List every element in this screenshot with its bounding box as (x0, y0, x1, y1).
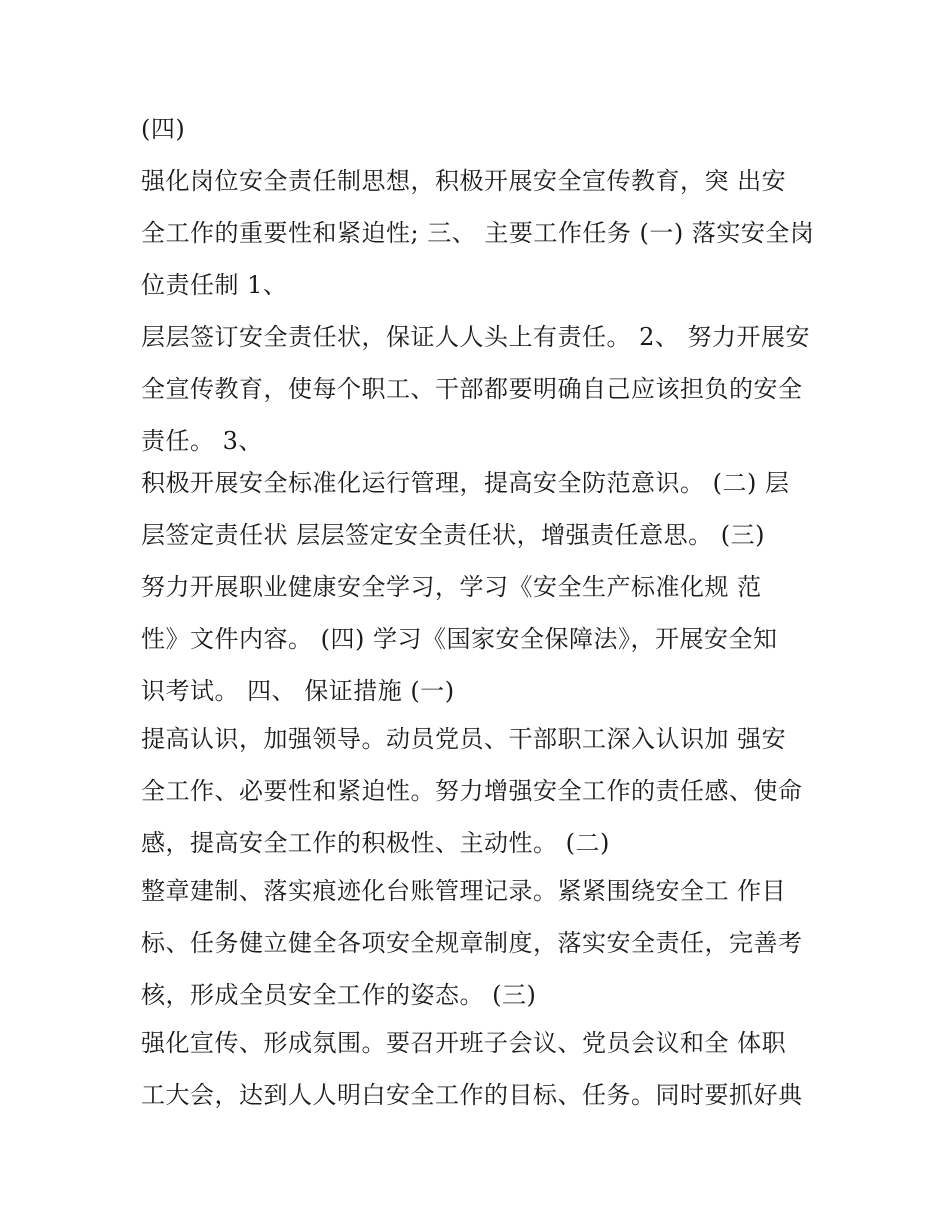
text-line: 位责任制 1、 (141, 271, 288, 299)
text-line: 层签定责任状 层层签定安全责任状，增强责任意思。 (三) (141, 521, 765, 549)
text-line: 努力开展职业健康安全学习，学习《安全生产标准化规 范 (141, 573, 762, 601)
text-line: 责任。 3、 (141, 427, 263, 455)
text-line: (四) (141, 115, 186, 143)
text-line: 核，形成全员安全工作的姿态。 (三) (141, 981, 537, 1009)
text-line: 工大会，达到人人明白安全工作的目标、任务。同时要抓好典 (141, 1081, 803, 1109)
text-line: 提高认识，加强领导。动员党员、干部职工深入认识加 强安 (141, 725, 787, 753)
text-line: 标、任务健立健全各项安全规章制度，落实安全责任，完善考 (141, 929, 803, 957)
text-line: 全工作、必要性和紧迫性。努力增强安全工作的责任感、使命 (141, 777, 803, 805)
text-line: 全工作的重要性和紧迫性; 三、 主要工作任务 (一) 落实安全岗 (141, 219, 815, 247)
text-line: 层层签订安全责任状，保证人人头上有责任。 2、 努力开展安 (141, 323, 811, 351)
text-line: 识考试。 四、 保证措施 (一) (141, 677, 455, 705)
text-line: 强化宣传、形成氛围。要召开班子会议、党员会议和全 体职 (141, 1029, 787, 1057)
text-line: 全宣传教育，使每个职工、干部都要明确自己应该担负的安全 (141, 375, 803, 403)
text-line: 积极开展安全标准化运行管理，提高安全防范意识。 (二) 层 (141, 469, 790, 497)
text-line: 整章建制、落实痕迹化台账管理记录。紧紧围绕安全工 作目 (141, 877, 787, 905)
text-line: 感，提高安全工作的积极性、主动性。 (二) (141, 829, 610, 857)
text-line: 强化岗位安全责任制思想，积极开展安全宣传教育，突 出安 (141, 167, 787, 195)
text-line: 性》文件内容。 (四) 学习《国家安全保障法》，开展安全知 (141, 625, 778, 653)
